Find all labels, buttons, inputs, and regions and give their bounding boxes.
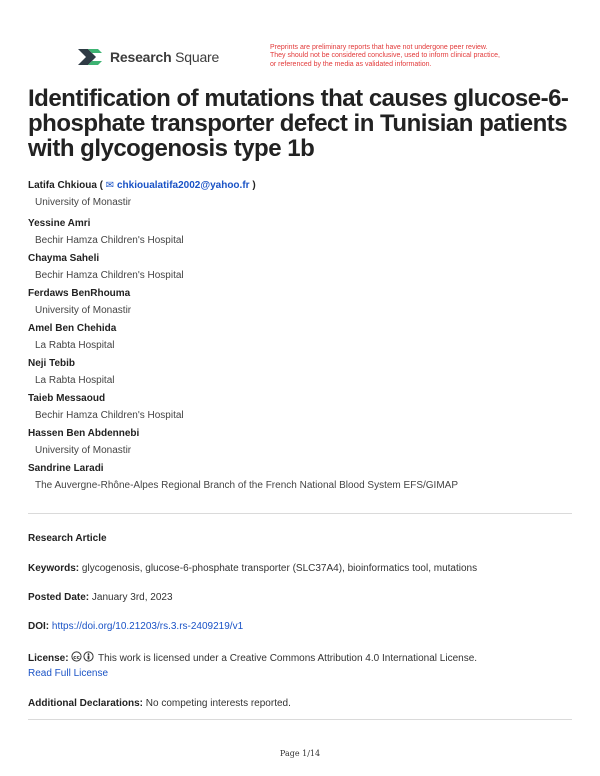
author-name: Neji Tebib: [28, 358, 76, 369]
license-row: License: cc This work is licensed under a Creative Commons Attribution 4.0 International License.: [28, 653, 478, 664]
doi-link[interactable]: https://doi.org/10.21203/rs.3.rs-2409219/v1: [51, 621, 244, 632]
svg-text:cc: cc: [73, 654, 81, 661]
author-affiliation: The Auvergne-Rhône-Alpes Regional Branch of the French National Blood System EFS/GIMAP: [35, 480, 458, 491]
logo-wordmark: Research Square: [110, 49, 220, 65]
declarations-row: Additional Declarations: No competing interests reported.: [28, 698, 291, 709]
research-square-logo-icon: [76, 46, 104, 68]
author-name: Ferdaws BenRhouma: [28, 288, 131, 299]
paper-title: Identification of mutations that causes glucose-6-phosphate transporter defect in Tunisian patients with glycogenosis type 1b: [28, 85, 569, 162]
keywords-row: Keywords: glycogenosis, glucose-6-phosphate transporter (SLC37A4), bioinformatics tool, mutations: [28, 563, 478, 574]
posted-date-row: Posted Date: January 3rd, 2023: [28, 592, 173, 603]
author-affiliation: Bechir Hamza Children's Hospital: [35, 270, 184, 281]
article-type: Research Article: [28, 533, 107, 544]
license-link-row: [28, 668, 108, 679]
author-name: Sandrine Laradi: [28, 463, 104, 474]
author-affiliation: University of Monastir: [35, 197, 132, 208]
email-icon: ✉: [105, 180, 115, 191]
divider: [28, 513, 572, 514]
read-full-license-link[interactable]: Read Full License: [28, 668, 109, 679]
research-square-logo[interactable]: [76, 46, 219, 68]
author-email-link[interactable]: chkioualatifa2002@yahoo.fr: [116, 180, 250, 191]
preprint-disclaimer: [270, 44, 550, 69]
author-name: Taieb Messaoud: [28, 393, 106, 404]
author-affiliation: Bechir Hamza Children's Hospital: [35, 235, 184, 246]
disclaimer-line: Preprints are preliminary reports that have not undergone peer review.: [270, 44, 488, 51]
author-name: Chayma Saheli: [28, 253, 100, 264]
author-affiliation: La Rabta Hospital: [35, 375, 115, 386]
author-name: Latifa Chkioua ( ✉ chkioualatifa2002@yahoo.fr ): [28, 180, 256, 191]
author-affiliation: La Rabta Hospital: [35, 340, 115, 351]
divider: [28, 719, 572, 720]
author-name: Yessine Amri: [28, 218, 91, 229]
cc-by-icons: [71, 651, 95, 662]
doi-row: DOI: https://doi.org/10.21203/rs.3.rs-2409219/v1: [28, 621, 244, 632]
page-number: Page 1/14: [279, 749, 321, 758]
author-name: Amel Ben Chehida: [28, 323, 117, 334]
disclaimer-line: or referenced by the media as validated information.: [270, 60, 432, 68]
author-affiliation: Bechir Hamza Children's Hospital: [35, 410, 184, 421]
author-affiliation: University of Monastir: [35, 445, 132, 456]
author-affiliation: University of Monastir: [35, 305, 132, 316]
author-name: Hassen Ben Abdennebi: [28, 428, 140, 439]
disclaimer-line: They should not be considered conclusive, used to inform clinical practice,: [270, 52, 500, 60]
